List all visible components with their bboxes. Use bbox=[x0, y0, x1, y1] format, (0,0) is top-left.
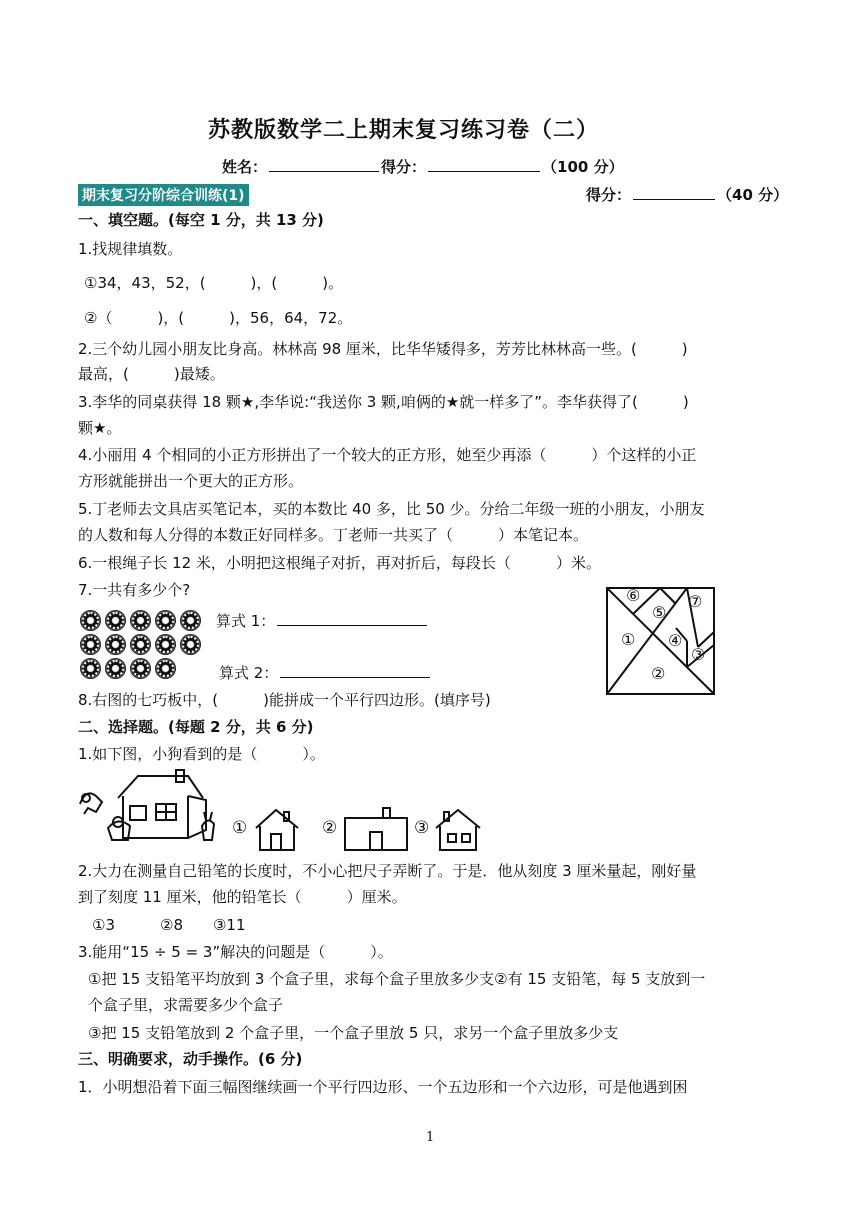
q1-1b: ②（ )，( )，56，64，72。 bbox=[84, 309, 353, 327]
tangram-label-7: ⑦ bbox=[688, 592, 703, 611]
snowflake-icon bbox=[105, 658, 126, 679]
formula1-blank[interactable] bbox=[277, 609, 427, 626]
q1-5-line1: 5.丁老师去文具店买笔记本，买的本数比 40 多，比 50 少。分给二年级一班的小朋友，小朋友 bbox=[78, 500, 705, 518]
q1-5-line2: 的人数和每人分得的本数正好同样多。丁老师一共买了（ ）本笔记本。 bbox=[78, 526, 589, 544]
formula1-label: 算式 1： bbox=[216, 612, 276, 630]
banner-score-total: （40 分） bbox=[717, 186, 789, 204]
tangram-label-5: ⑤ bbox=[652, 603, 667, 622]
formula2-label: 算式 2： bbox=[219, 664, 279, 682]
snowflake-icon bbox=[80, 610, 101, 631]
q2-1-option1-label: ① bbox=[232, 818, 248, 838]
q1-2-line1: 2.三个幼儿园小朋友比身高。林林高 98 厘米，比华华矮得多，芳芳比林林高一些。( ) bbox=[78, 340, 688, 358]
q2-3-option1-line1: ①把 15 支铅笔平均放到 3 个盒子里，求每个盒子里放多少支②有 15 支铅笔，每 5 支放到一 bbox=[88, 970, 706, 988]
total-score: （100 分） bbox=[542, 158, 624, 176]
q1-6: 6.一根绳子长 12 米，小明把这根绳子对折，再对折后，每段长（ ）米。 bbox=[78, 554, 601, 572]
tangram-label-1: ① bbox=[621, 630, 636, 649]
q2-3: 3.能用“15 ÷ 5 = 3”解决的问题是（ ）。 bbox=[78, 943, 393, 961]
q1-8: 8.右图的七巧板中，( )能拼成一个平行四边形。(填序号) bbox=[78, 691, 491, 709]
section2-heading: 二、选择题。(每题 2 分，共 6 分) bbox=[78, 718, 314, 736]
snowflake-icon bbox=[180, 610, 201, 631]
snowflake-icon bbox=[130, 658, 151, 679]
tangram-label-6: ⑥ bbox=[626, 586, 641, 605]
house-option2[interactable] bbox=[343, 806, 409, 852]
snowflake-icon bbox=[105, 634, 126, 655]
q1-7: 7.一共有多少个? bbox=[78, 581, 191, 599]
q2-3-option1-line2: 个盒子里，求需要多少个盒子 bbox=[88, 996, 284, 1014]
banner-score-label: 得分： bbox=[586, 186, 632, 204]
page-number: 1 bbox=[426, 1130, 435, 1145]
formula2 bbox=[219, 661, 432, 685]
page-title: 苏教版数学二上期末复习练习卷（二） bbox=[208, 117, 600, 143]
house-option3[interactable] bbox=[434, 808, 482, 852]
snowflake-icon bbox=[155, 658, 176, 679]
banner-score-blank[interactable] bbox=[633, 183, 715, 200]
q2-1: 1.如下图，小狗看到的是（ ）。 bbox=[78, 745, 325, 763]
snowflake-icon bbox=[180, 634, 201, 655]
tangram-label-3: ③ bbox=[691, 645, 706, 664]
snowflake-icon bbox=[130, 634, 151, 655]
section3-heading: 三、明确要求，动手操作。(6 分) bbox=[78, 1050, 303, 1068]
snowflake-grid bbox=[80, 610, 210, 680]
snowflake-icon bbox=[105, 610, 126, 631]
snowflake-icon bbox=[80, 658, 101, 679]
house-scene-illustration bbox=[78, 768, 228, 848]
house-option1[interactable] bbox=[254, 808, 300, 852]
q3-1-line1: 1．小明想沿着下面三幅图继续画一个平行四边形、一个五边形和一个六边形，可是他遇到困 bbox=[78, 1078, 688, 1096]
q2-2-line2: 到了刻度 11 厘米，他的铅笔长（ ）厘米。 bbox=[78, 888, 407, 906]
score-label: 得分： bbox=[381, 158, 427, 176]
section-banner: 期末复习分阶综合训练(1) bbox=[78, 184, 249, 206]
snowflake-icon bbox=[80, 634, 101, 655]
formula2-blank[interactable] bbox=[280, 661, 430, 678]
q1-3-line2: 颗★。 bbox=[78, 419, 122, 437]
q1-1a: ①34，43，52，( )，( )。 bbox=[84, 274, 344, 292]
snowflake-icon bbox=[155, 610, 176, 631]
tangram-label-4: ④ bbox=[668, 631, 683, 650]
q1-4-line2: 方形就能拼出一个更大的正方形。 bbox=[78, 472, 304, 490]
name-score-line bbox=[222, 155, 624, 179]
q1-2-line2: 最高，( )最矮。 bbox=[78, 365, 225, 383]
formula1 bbox=[216, 609, 429, 633]
name-blank[interactable] bbox=[269, 155, 379, 172]
q2-1-option3-label: ③ bbox=[414, 818, 430, 838]
banner-score bbox=[586, 183, 788, 207]
tangram-label-2: ② bbox=[651, 664, 666, 683]
name-label: 姓名： bbox=[222, 158, 268, 176]
q1-3-line1: 3.李华的同桌获得 18 颗★,李华说:“我送你 3 颗,咱俩的★就一样多了”。李华获得了( ) bbox=[78, 393, 689, 411]
q2-2-options: ①3 ②8 ③11 bbox=[92, 916, 246, 934]
section1-heading: 一、填空题。(每空 1 分，共 13 分) bbox=[78, 211, 324, 229]
q1-4-line1: 4.小丽用 4 个相同的小正方形拼出了一个较大的正方形，她至少再添（ ）个这样的小正 bbox=[78, 446, 697, 464]
score-blank[interactable] bbox=[428, 155, 540, 172]
q2-3-option3: ③把 15 支铅笔放到 2 个盒子里，一个盒子里放 5 只，求另一个盒子里放多少支 bbox=[88, 1024, 619, 1042]
q1-1: 1.找规律填数。 bbox=[78, 240, 183, 258]
q2-1-option2-label: ② bbox=[322, 818, 338, 838]
snowflake-icon bbox=[155, 634, 176, 655]
q2-2-line1: 2.大力在测量自己铅笔的长度时，不小心把尺子弄断了。于是．他从刻度 3 厘米量起，刚好量 bbox=[78, 862, 697, 880]
snowflake-icon bbox=[130, 610, 151, 631]
